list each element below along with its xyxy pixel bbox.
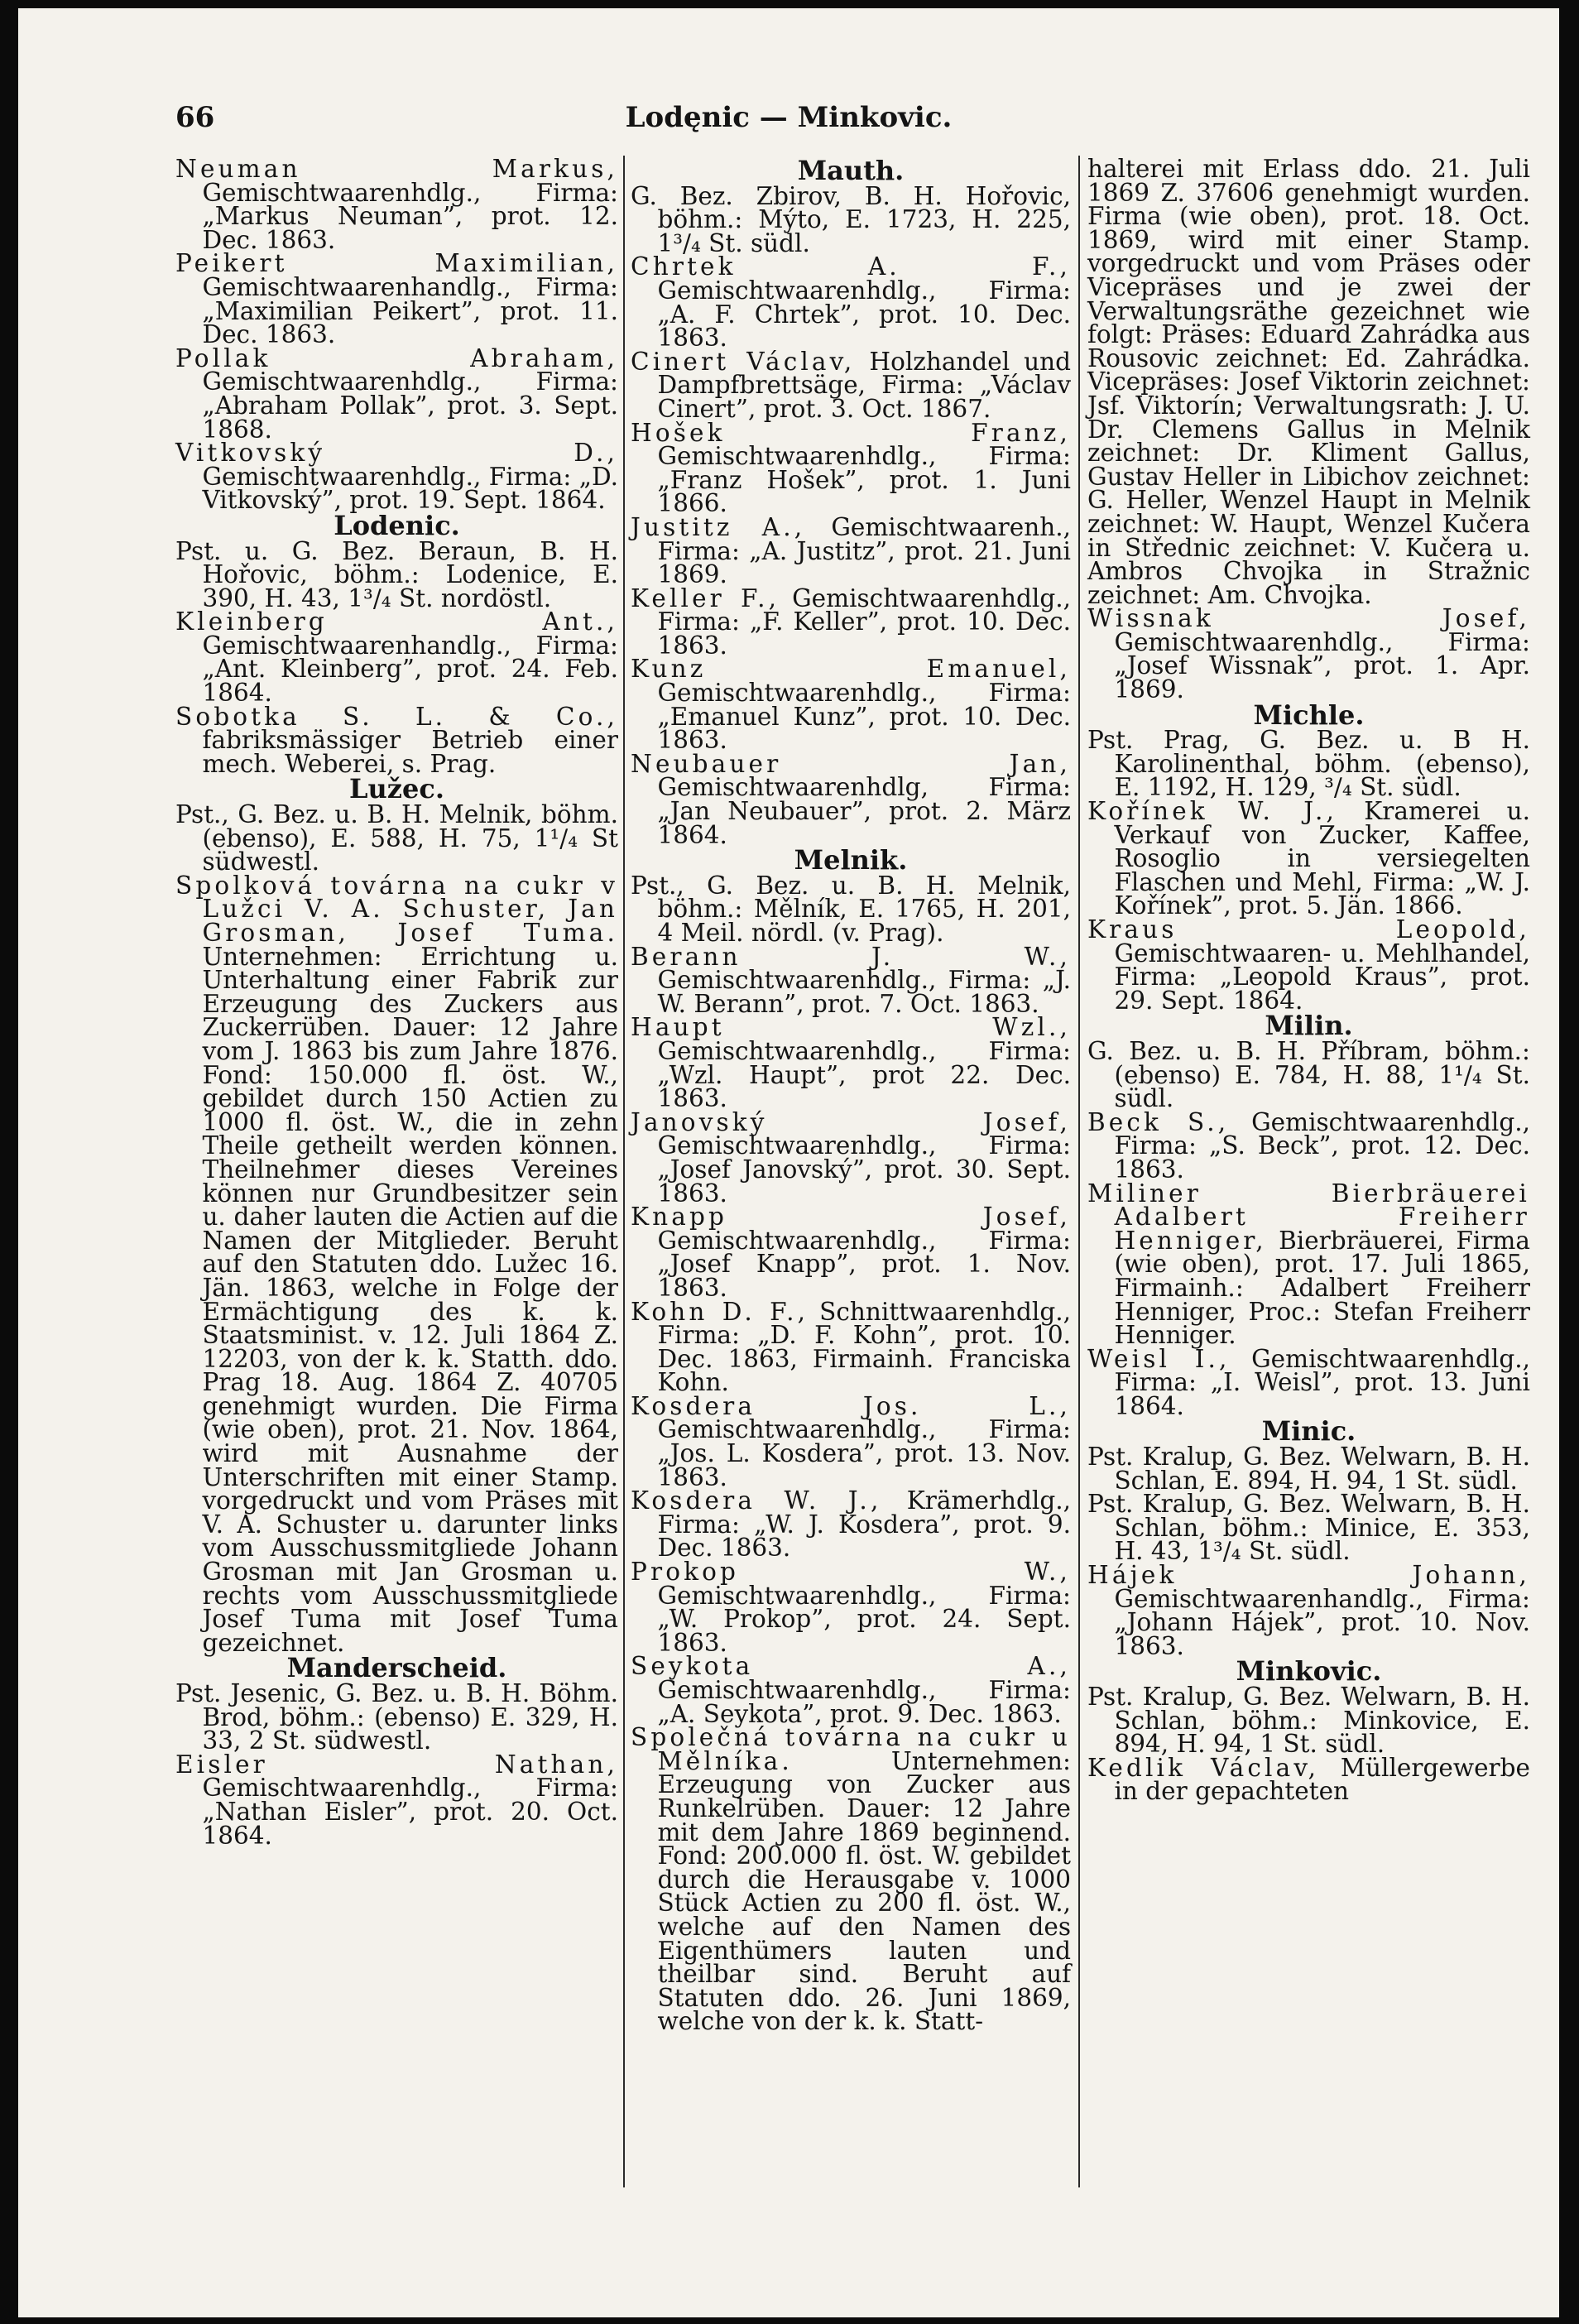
entry-text: Gemischtwaaren- u. Mehlhandel, Firma: „Leopold Kraus”, prot. 29. Sept. 1864.: [1114, 939, 1530, 1015]
directory-entry: [631, 942, 1071, 1018]
directory-entry: [1087, 1563, 1530, 1658]
entry-text: Gemischtwaarenh., Firma: „A. Justitz”, prot. 21. Juni 1869.: [657, 512, 1071, 589]
entry-name: Kosdera Jos. L.,: [631, 1391, 1071, 1420]
directory-entry: [175, 1679, 618, 1755]
entry-name: Knapp Josef,: [631, 1203, 1071, 1232]
entry-text: Gemischtwaarenhdlg., Firma: „Josef Wissnak”, prot. 1. Apr. 1869.: [1114, 627, 1530, 704]
entry-continuation: halterei mit Erlass ddo. 21. Juli 1869 Z. 37606 genehmigt wurden. Firma (wie oben), prot. 18. Oct. 1869, wird mit einer Stamp. vorgedruckt und vom Präses oder Vicepräses und je zwei der Verwaltungsräthe gezeichnet wie folgt: Präses: Eduard Zahrádka aus Rousovic zeichnet: Ed. Zahrádka. Vicepräses: Josef Viktorin zeichnet: Jsf. Viktorín; Verwaltungsrath: J. U. Dr. Clemens Gallus in Melnik zeichnet: Dr. Kliment Gallus, Gustav Heller in Libichov zeichnet: G. Heller, Wenzel Haupt in Melnik zeichnet: W. Haupt, Wenzel Kučera in Střednic zeichnet: V. Kučera u. Ambros Chvojka in Stražnic zeichnet: Am. Chvojka.: [1087, 155, 1530, 609]
place-heading: Lužec.: [349, 773, 444, 805]
place-heading: Melnik.: [794, 844, 908, 876]
column-rule: [1078, 156, 1080, 2187]
directory-entry: [631, 1391, 1071, 1491]
entry-name: Keller F.,: [631, 583, 780, 612]
entry-text: Gemischtwaarenhdlg., Firma: „A. Seykota”, prot. 9. Dec. 1863.: [657, 1676, 1071, 1728]
directory-entry: [1087, 1107, 1530, 1184]
entry-name: Janovský Josef,: [631, 1107, 1071, 1136]
entry-text: Gemischtwaarenhandlg., Firma: „Johann Hájek”, prot. 10. Nov. 1863.: [1114, 1584, 1530, 1660]
entry-text: fabriksmässiger Betrieb einer mech. Weberei, s. Prag.: [202, 726, 618, 778]
directory-entry: [631, 1013, 1071, 1113]
entry-name: Kedlik Václav,: [1087, 1753, 1320, 1782]
directory-entry: [1087, 799, 1530, 918]
entry-name: Kohn D. F.,: [631, 1297, 809, 1326]
entry-text: Gemischtwaarenhdlg., Firma: „Wzl. Haupt”, prot 22. Dec. 1863.: [657, 1036, 1071, 1113]
entry-name: Spolková továrna na cukr v Lužci V. A. Schuster, Jan Grosman, Josef Tuma.: [175, 871, 618, 947]
entry-text: Holzhandel und Dampfbrettsäge, Firma: „Václav Cinert”, prot. 3. Oct. 1867.: [657, 347, 1071, 423]
entry-name: Vitkovský D.,: [175, 439, 618, 468]
entry-text: Gemischtwaarenhdlg., Firma: „Nathan Eisler”, prot. 20. Oct. 1864.: [202, 1774, 618, 1850]
entry-name: Justitz A.,: [631, 512, 806, 541]
entry-text: Unternehmen: Erzeugung von Zucker aus Runkelrüben. Dauer: 12 Jahre mit dem Jahre 1869 beginnend. Fond: 200.000 fl. öst. W. gebildet durch die Herausgabe v. 1000 Stück Actien zu 200 fl. öst. W., welche auf den Namen des Eigenthümers lauten und theilbar sind. Beruht auf Statuten ddo. 26. Juni 1869, welche von der k. k. Statt-: [657, 1746, 1071, 2036]
entry-name: Chrtek A. F.,: [631, 252, 1071, 281]
entry-text: Pst. Kralup, G. Bez. Welwarn, B. H. Schlan, böhm.: Minice, E. 353, H. 43, 1³/₄ St. südl.: [1087, 1490, 1530, 1566]
directory-entry: [631, 871, 1071, 947]
directory-entry: [631, 655, 1071, 755]
directory-entry: [631, 1203, 1071, 1302]
place-heading: Michle.: [1253, 699, 1365, 731]
directory-entry: [175, 871, 618, 1657]
entry-text: Gemischtwaarenhdlg., Firma: „Abraham Pollak”, prot. 3. Sept. 1868.: [202, 367, 618, 444]
entry-text: Pst., G. Bez. u. B. H. Melnik, böhm.: Mělník, E. 1765, H. 201, 4 Meil. nördl. (v. Prag).: [631, 871, 1071, 947]
directory-entry: [631, 181, 1071, 257]
running-header: Lodęnic — Minkovic.: [625, 101, 953, 134]
entry-text: Unternehmen: Errichtung u. Unterhaltung einer Fabrik zur Erzeugung des Zuckers aus Zuckerrüben. Dauer: 12 Jahre vom J. 1863 bis zum Jahre 1876. Fond: 150.000 fl. öst. W., gebildet durch 150 Actien zu 1000 fl. öst. W., die in zehn Theile getheilt werden können. Theilnehmer dieses Vereines können nur Grundbesitzer sein u. daher lauten die Actien auf die Namen der Mitglieder. Beruht auf den Statuten ddo. Lužec 16. Jän. 1863, welche in Folge der Ermächtigung des k. k. Staatsminist. v. 12. Juli 1864 Z. 12203, von der k. k. Statth. ddo. Prag 18. Aug. 1864 Z. 40705 genehmigt wurden. Die Firma (wie oben), prot. 21. Nov. 1864, wird mit Ausnahme der Unterschriften mit einer Stamp. vorgedruckt und vom Präses mit V. A. Schuster u. darunter links vom Ausschussmitgliede Johann Grosman mit Jan Grosman u. rechts vom Ausschussmitgliede Josef Tuma mit Josef Tuma gezeichnet.: [202, 942, 618, 1657]
directory-entry: [1087, 1036, 1530, 1113]
directory-entry: [631, 512, 1071, 589]
directory-entry: [1087, 1683, 1530, 1759]
directory-entry: [631, 418, 1071, 518]
entry-text: Pst. Kralup, G. Bez. Welwarn, B. H. Schlan, E. 894, H. 94, 1 St. südl.: [1087, 1443, 1530, 1495]
entry-text: Müllergewerbe in der gepachteten: [1114, 1753, 1530, 1806]
entry-name: Miliner Bierbräuerei Adalbert Freiherr Henniger,: [1087, 1179, 1530, 1255]
directory-entry: [175, 702, 618, 778]
entry-text: Pst. Prag, G. Bez. u. B H. Karolinenthal, böhm. (ebenso), E. 1192, H. 129, ³/₄ St. südl.: [1087, 726, 1530, 802]
entry-name: Wissnak Josef,: [1087, 604, 1530, 633]
place-heading: Mauth.: [797, 155, 905, 186]
entry-text: Gemischtwaarenhdlg., Firma: „Emanuel Kunz”, prot. 10. Dec. 1863.: [657, 679, 1071, 755]
entry-name: Kořínek W. J.,: [1087, 797, 1337, 826]
entry-text: Gemischtwaarenhdlg., Firma: „A. F. Chrtek”, prot. 10. Dec. 1863.: [657, 276, 1071, 353]
entry-text: Gemischtwaarenhdlg., Firma: „F. Keller”, prot. 10. Dec. 1863.: [657, 583, 1071, 660]
directory-entry: [1087, 1344, 1531, 1420]
scanned-page: [18, 8, 1559, 2317]
directory-entry: [1087, 604, 1530, 704]
column-left: [175, 155, 618, 1850]
column-rule: [623, 156, 625, 2187]
directory-entry: [1087, 1753, 1530, 1806]
directory-entry: [631, 749, 1071, 849]
entry-name: Hájek Johann,: [1087, 1561, 1530, 1590]
directory-entry: [175, 607, 618, 708]
entry-name: Společná továrna na cukr u Mělníka.: [631, 1723, 1071, 1775]
entry-text: Gemischtwaarenhandlg., Firma: „Ant. Kleinberg”, prot. 24. Feb. 1864.: [202, 631, 618, 708]
entry-text: Gemischtwaarenhdlg., Firma: „J. W. Berann”, prot. 7. Oct. 1863.: [657, 966, 1071, 1018]
directory-entry: [631, 1297, 1071, 1397]
entry-name: Hošek Franz,: [631, 418, 1071, 447]
entry-name: Kunz Emanuel,: [631, 655, 1071, 684]
directory-entry: [631, 347, 1071, 423]
entry-text: Gemischtwaarenhdlg., Firma: „I. Weisl”, prot. 13. Juni 1864.: [1114, 1344, 1531, 1420]
column-right: [1087, 155, 1531, 1806]
entry-name: Kraus Leopold,: [1087, 915, 1530, 944]
entry-name: Beck S.,: [1087, 1107, 1230, 1136]
place-heading: Lodenic.: [334, 509, 460, 541]
place-heading: Milin.: [1265, 1010, 1353, 1042]
directory-entry: [1087, 726, 1530, 802]
directory-entry: [175, 157, 618, 252]
entry-text: Gemischtwaarenhdlg., Firma: „Josef Janovský”, prot. 30. Sept. 1863.: [657, 1131, 1071, 1208]
directory-entry: [631, 1486, 1071, 1563]
directory-entry: [631, 1558, 1071, 1657]
entry-name: Haupt Wzl.,: [631, 1013, 1071, 1042]
entry-text: Gemischtwaarenhdlg., Firma: „D. Vitkovský”, prot. 19. Sept. 1864.: [202, 462, 618, 515]
entry-text: Gemischtwaarenhdlg., Firma: „S. Beck”, prot. 12. Dec. 1863.: [1114, 1107, 1530, 1184]
directory-entry: [631, 583, 1071, 660]
entry-name: Weisl I.,: [1087, 1344, 1231, 1373]
entry-text: Schnittwaarenhdlg., Firma: „D. F. Kohn”, prot. 10. Dec. 1863, Firmainh. Franciska Kohn.: [657, 1297, 1071, 1397]
entry-name: Sobotka S. L. & Co.,: [175, 702, 618, 731]
directory-entry: [1087, 915, 1530, 1015]
directory-entry: [175, 343, 618, 444]
directory-entry: [175, 536, 618, 612]
entry-name: Seykota A.,: [631, 1652, 1071, 1681]
directory-entry: [175, 800, 618, 876]
entry-name: Cinert Václav,: [631, 347, 856, 376]
entry-name: Prokop W.,: [631, 1558, 1071, 1587]
directory-entry: [175, 1750, 618, 1850]
entry-text: Gemischtwaarenhdlg, Firma: „Jan Neubauer”, prot. 2. März 1864.: [657, 773, 1071, 849]
page-number: 66: [175, 101, 215, 134]
column-middle: [631, 157, 1071, 2034]
entry-text: Pst. Kralup, G. Bez. Welwarn, B. H. Schlan, böhm.: Minkovice, E. 894, H. 94, 1 St. südl.: [1087, 1683, 1530, 1759]
entry-text: Krämerhdlg., Firma: „W. J. Kosdera”, prot. 9. Dec. 1863.: [657, 1486, 1071, 1563]
directory-entry: [631, 1723, 1071, 2036]
directory-entry: [1087, 1443, 1530, 1495]
directory-entry: [175, 439, 618, 515]
entry-name: Neuman Markus,: [175, 155, 618, 183]
entry-text: Gemischtwaarenhdlg., Firma: „Josef Knapp”, prot. 1. Nov. 1863.: [657, 1226, 1071, 1302]
directory-entry: [631, 1654, 1071, 1726]
entry-text: Gemischtwaarenhdlg., Firma: „Jos. L. Kosdera”, prot. 13. Nov. 1863.: [657, 1415, 1071, 1491]
place-heading: Minkovic.: [1236, 1655, 1382, 1688]
directory-entry: [631, 252, 1071, 353]
entry-text: G. Bez. Zbirov, B. H. Hořovic, böhm.: Mýto, E. 1723, H. 225, 1³/₄ St. südl.: [631, 181, 1071, 257]
directory-entry: [1087, 1179, 1530, 1350]
entry-text: Kramerei u. Verkauf von Zucker, Kaffee, Rosoglio in versiegelten Flaschen und Mehl, Firma: „W. J. Kořínek”, prot. 5. Jän. 1866.: [1114, 797, 1530, 920]
directory-entry: [1087, 1490, 1530, 1566]
entry-text: Bierbräuerei, Firma (wie oben), prot. 17. Juli 1865, Firmainh.: Adalbert Freiherr Henniger, Proc.: Stefan Freiherr Henniger.: [1114, 1226, 1530, 1350]
entry-name: Eisler Nathan,: [175, 1750, 618, 1779]
entry-text: G. Bez. u. B. H. Příbram, böhm.: (ebenso) E. 784, H. 88, 1¹/₄ St. südl.: [1087, 1036, 1530, 1113]
entry-name: Pollak Abraham,: [175, 343, 618, 372]
entry-name: Peikert Maximilian,: [175, 249, 618, 278]
place-heading: Manderscheid.: [286, 1652, 507, 1684]
entry-text: Pst. Jesenic, G. Bez. u. B. H. Böhm. Brod, böhm.: (ebenso) E. 329, H. 33, 2 St. südwestl.: [175, 1679, 618, 1755]
entry-text: Pst. u. G. Bez. Beraun, B. H. Hořovic, böhm.: Lodenice, E. 390, H. 43, 1³/₄ St. nordöstl.: [175, 536, 618, 612]
entry-name: Kosdera W. J.,: [631, 1486, 882, 1515]
entry-text: Gemischtwaarenhdlg., Firma: „Markus Neuman”, prot. 12. Dec. 1863.: [202, 178, 618, 254]
directory-entry: [631, 1107, 1071, 1208]
directory-entry: [175, 249, 618, 349]
entry-name: Kleinberg Ant.,: [175, 607, 618, 636]
place-heading: Minic.: [1261, 1415, 1356, 1448]
entry-text: Gemischtwaarenhdlg., Firma: „Franz Hošek”, prot. 1. Juni 1866.: [657, 442, 1071, 518]
entry-text: Gemischtwaarenhandlg., Firma: „Maximilian Peikert”, prot. 11. Dec. 1863.: [202, 272, 618, 349]
entry-text: Gemischtwaarenhdlg., Firma: „W. Prokop”, prot. 24. Sept. 1863.: [657, 1581, 1071, 1657]
entry-text: Pst., G. Bez. u. B. H. Melnik, böhm. (ebenso), E. 588, H. 75, 1¹/₄ St südwestl.: [175, 800, 618, 876]
entry-name: Neubauer Jan,: [631, 749, 1071, 778]
entry-name: Berann J. W.,: [631, 942, 1071, 971]
